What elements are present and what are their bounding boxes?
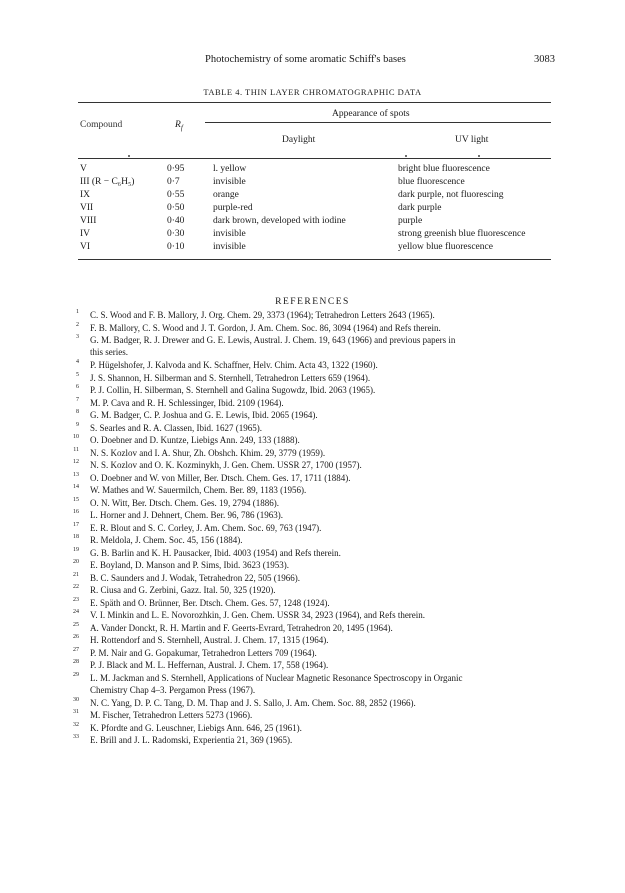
header-rf	[175, 120, 183, 132]
cell-compound: V	[80, 164, 87, 174]
table-row	[0, 203, 625, 214]
cell-rf: 0·7	[167, 177, 180, 187]
reference-text: W. Mathes and W. Sauermilch, Chem. Ber. 89, 1183 (1956).	[90, 485, 307, 495]
reference-text: H. Rottendorf and S. Sternhell, Austral. J. Chem. 17, 1315 (1964).	[90, 635, 329, 645]
reference-text: O. Doebner and W. von Miller, Ber. Dtsch. Chem. Ges. 17, 1711 (1884).	[90, 472, 351, 483]
cell-daylight: purple-red	[213, 203, 253, 213]
reference-number: 14	[73, 484, 79, 490]
reference-text: B. C. Saunders and J. Wodak, Tetrahedron 22, 505 (1966).	[90, 572, 301, 583]
reference-text: G. M. Badger, R. J. Drewer and G. E. Lewis, Austral. J. Chem. 19, 643 (1966) and previous papers in	[90, 335, 456, 345]
reference-number: 6	[76, 384, 79, 390]
reference-text: S. Searles and R. A. Classen, Ibid. 1627 (1965).	[90, 422, 262, 433]
reference-text: R. Ciusa and G. Zerbini, Gazz. Ital. 50, 325 (1920).	[90, 585, 276, 595]
reference-number: 2	[76, 321, 79, 328]
reference-text: L. M. Jackman and S. Sternhell, Applications of Nuclear Magnetic Resonance Spectroscopy in Organic	[90, 672, 463, 683]
reference-number: 16	[73, 509, 79, 515]
reference-number: 25	[73, 621, 79, 628]
cell-daylight: orange	[213, 190, 239, 200]
reference-text: L. Horner and J. Dehnert, Chem. Ber. 96, 786 (1963).	[90, 510, 283, 520]
appearance-rule	[205, 122, 551, 123]
reference-number: 12	[73, 459, 79, 465]
reference-text: M. P. Cava and R. H. Schlessinger, Ibid. 2109 (1964).	[90, 397, 284, 408]
cell-rf: 0·55	[167, 190, 185, 200]
reference-text: G. B. Barlin and K. H. Pausacker, Ibid. 4003 (1954) and Refs therein.	[90, 547, 341, 558]
cell-uv: dark purple, not fluorescing	[398, 190, 504, 200]
table-row	[0, 229, 625, 240]
header-rf-letter: R	[175, 120, 181, 130]
reference-number: 3	[76, 334, 79, 340]
reference-number: 17	[73, 521, 79, 528]
references-heading: REFERENCES	[275, 297, 350, 307]
table-caption: TABLE 4. THIN LAYER CHROMATOGRAPHIC DATA	[203, 87, 422, 97]
reference-number: 7	[76, 396, 79, 403]
reference-number: 8	[76, 409, 79, 415]
reference-number: 32	[73, 721, 79, 728]
reference-number: 9	[76, 421, 79, 428]
running-title: Photochemistry of some aromatic Schiff's bases	[205, 54, 406, 65]
reference-text: M. Fischer, Tetrahedron Letters 5273 (1966).	[90, 710, 253, 720]
header-compound: Compound	[80, 120, 123, 130]
header-uv: UV light	[455, 135, 489, 145]
reference-number: 31	[73, 709, 79, 715]
table-header-rule	[78, 158, 551, 159]
reference-text: P. M. Nair and G. Gopakumar, Tetrahedron Letters 709 (1964).	[90, 647, 317, 658]
table-row	[0, 190, 625, 201]
reference-number: 21	[73, 571, 79, 578]
reference-number: 27	[73, 646, 79, 653]
cell-rf: 0·10	[167, 242, 185, 252]
cell-compound: IV	[80, 229, 91, 239]
reference-number: 20	[73, 559, 79, 565]
reference-text: N. C. Yang, D. P. C. Tang, D. M. Thap and J. S. Sallo, J. Am. Chem. Soc. 88, 2852 (1966).	[90, 697, 416, 708]
reference-text: O. N. Witt, Ber. Dtsch. Chem. Ges. 19, 2794 (1886).	[90, 497, 279, 508]
reference-number: 15	[73, 496, 79, 503]
header-appearance: Appearance of spots	[332, 109, 410, 119]
reference-number: 23	[73, 596, 79, 603]
reference-number: 30	[73, 696, 79, 703]
cell-rf: 0·30	[167, 229, 185, 239]
cell-uv: blue fluorescence	[398, 177, 465, 187]
reference-number: 4	[76, 359, 79, 365]
cell-compound: VI	[80, 242, 91, 252]
reference-text: P. J. Black and M. L. Heffernan, Austral. J. Chem. 17, 558 (1964).	[90, 660, 329, 670]
reference-text: O. Doebner and D. Kuntze, Liebigs Ann. 249, 133 (1888).	[90, 435, 300, 445]
reference-number: 1	[76, 309, 79, 315]
specks	[128, 155, 130, 157]
table-row	[0, 164, 625, 175]
reference-text: N. S. Kozlov and I. A. Shur, Zh. Obshch. Khim. 29, 3779 (1959).	[90, 447, 326, 458]
cell-uv: dark purple	[398, 203, 442, 213]
reference-text: R. Meldola, J. Chem. Soc. 45, 156 (1884).	[90, 535, 243, 545]
cell-daylight: invisible	[213, 229, 246, 239]
cell-uv: strong greenish blue fluorescence	[398, 229, 526, 239]
reference-text: E. R. Blout and S. C. Corley, J. Am. Chem. Soc. 69, 763 (1947).	[90, 522, 322, 533]
reference-number: 13	[73, 471, 79, 478]
reference-text: F. B. Mallory, C. S. Wood and J. T. Gordon, J. Am. Chem. Soc. 86, 3094 (1964) and Refs therein.	[90, 322, 441, 333]
cell-uv: yellow blue fluorescence	[398, 242, 493, 252]
table-bottom-rule	[78, 259, 551, 260]
cell-compound: VIII	[80, 216, 97, 226]
specks	[478, 155, 480, 157]
reference-number: 11	[73, 446, 79, 453]
cell-compound: III (R − C₆H₅)	[80, 177, 135, 187]
reference-number: 18	[73, 534, 79, 540]
table-row	[0, 242, 625, 253]
reference-number: 24	[73, 609, 79, 615]
cell-daylight: invisible	[213, 177, 246, 187]
cell-rf: 0·40	[167, 216, 185, 226]
reference-number: 5	[76, 371, 79, 378]
cell-compound: IX	[80, 190, 91, 200]
reference-text: A. Vander Donckt, R. H. Martin and F. Geerts-Evrard, Tetrahedron 20, 1495 (1964).	[90, 622, 393, 633]
reference-number: 28	[73, 659, 79, 665]
reference-text: K. Pfordte and G. Leuschner, Liebigs Ann. 646, 25 (1961).	[90, 722, 302, 733]
reference-number: 33	[73, 734, 79, 740]
cell-daylight: dark brown, developed with iodine	[213, 216, 346, 226]
table-top-rule	[78, 102, 551, 103]
table-row	[0, 216, 625, 227]
header-daylight: Daylight	[282, 135, 316, 145]
reference-text: P. Hügelshofer, J. Kalvoda and K. Schaffner, Helv. Chim. Acta 43, 1322 (1960).	[90, 360, 378, 370]
reference-number: 19	[73, 546, 79, 553]
reference-text: C. S. Wood and F. B. Mallory, J. Org. Chem. 29, 3373 (1964); Tetrahedron Letters 2643 (1965).	[90, 310, 435, 320]
cell-compound: VII	[80, 203, 94, 213]
reference-text: G. M. Badger, C. P. Joshua and G. E. Lewis, Ibid. 2065 (1964).	[90, 410, 318, 420]
cell-rf: 0·95	[167, 164, 185, 174]
reference-text: E. Brill and J. L. Radomski, Experientia 21, 369 (1965).	[90, 735, 293, 745]
reference-text-continued: this series.	[90, 347, 128, 357]
reference-number: 29	[73, 671, 79, 678]
cell-daylight: l. yellow	[213, 164, 247, 174]
reference-number: 26	[73, 634, 79, 640]
reference-number: 10	[73, 434, 79, 440]
specks	[405, 155, 407, 157]
reference-text: E. Boyland, D. Manson and P. Sims, Ibid. 3623 (1953).	[90, 560, 289, 570]
reference-number: 22	[73, 584, 79, 590]
header-rf-subscript: f	[180, 123, 183, 132]
reference-text: J. S. Shannon, H. Silberman and S. Sternhell, Tetrahedron Letters 659 (1964).	[90, 372, 371, 383]
reference-text: V. I. Minkin and L. E. Novorozhkin, J. Gen. Chem. USSR 34, 2923 (1964), and Refs therein.	[90, 610, 426, 620]
table-row	[0, 177, 625, 188]
reference-text: E. Späth and O. Brünner, Ber. Dtsch. Chem. Ges. 57, 1248 (1924).	[90, 597, 330, 608]
cell-daylight: invisible	[213, 242, 246, 252]
cell-uv: bright blue fluorescence	[398, 164, 490, 174]
page-number: 3083	[534, 54, 555, 65]
cell-uv: purple	[398, 216, 423, 226]
reference-text: P. J. Collin, H. Silberman, S. Sternhell and Galina Sugowdz, Ibid. 2063 (1965).	[90, 385, 376, 395]
cell-rf: 0·50	[167, 203, 185, 213]
running-header	[0, 54, 625, 68]
reference-text-continued: Chemistry Chap 4–3. Pergamon Press (1967).	[90, 684, 256, 695]
reference-text: N. S. Kozlov and O. K. Kozminykh, J. Gen. Chem. USSR 27, 1700 (1957).	[90, 460, 362, 470]
